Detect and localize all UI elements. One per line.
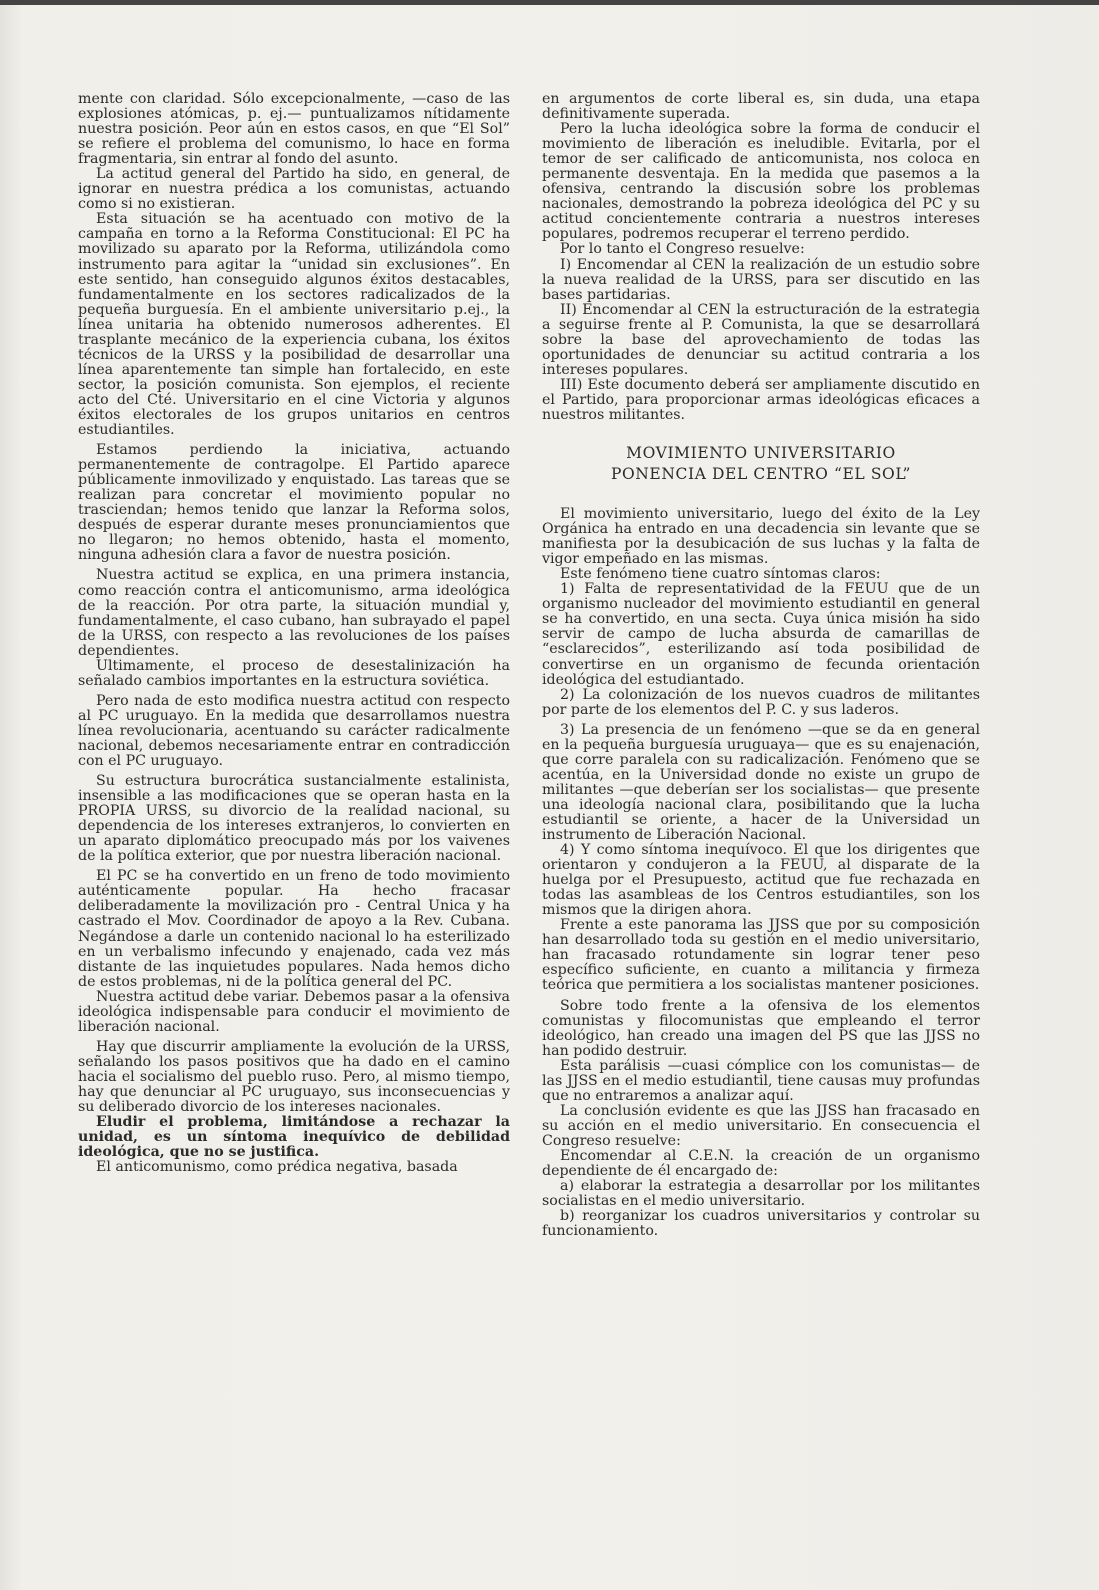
right-column-bottom <box>542 507 980 1239</box>
paragraph: 3) La presencia de un fenómeno —que se da en general en la pequeña burguesía uruguaya— que es su enajenación, que corre paralela con su radicalización. Fenómeno que se acentúa, en la Universidad donde no existe un grupo de militantes —que deberían ser los socialistas— que presente una ideología nacional clara, posibilitando que la lucha estudiantil se oriente, a hacer de la Universidad un instrumento de Liberación Nacional. <box>542 721 980 844</box>
paragraph: Esta parálisis —cuasi cómplice con los comunistas— de las JJSS en el medio estudiantil, tiene causas muy profundas que no entraremos a analizar aquí. <box>542 1057 980 1104</box>
paragraph: Nuestra actitud se explica, en una primera instancia, como reacción contra el anticomunismo, arma ideológica de la reacción. Por otra parte, la situación mundial y, fundamentalmente, el caso cubano, han subrayado el papel de la URSS, con respecto a las revoluciones de los países dependientes. <box>78 567 510 659</box>
paragraph: Pero nada de esto modifica nuestra actitud con respecto al PC uruguayo. En la medida que desarrollamos nuestra línea revolucionaria, acentuando su carácter radicalmente nacional, debemos necesariamente entrar en contradicción con el PC uruguayo. <box>78 692 510 770</box>
paragraph: 4) Y como síntoma inequívoco. El que los dirigentes que orientaron y condujeron a la FEUU, al disparate de la huelga por el Presupuesto, actitud que fue rechazada en todas las asambleas de los Centros estudiantiles, son los mismos que la dirigen ahora. <box>542 842 980 919</box>
paragraph: II) Encomendar al CEN la estructuración de la estrategia a seguirse frente al P. Comunista, la que se desarrollará sobre la base del aprovechamiento de todas las oportunidades de denunciar su actitud contraria a los intereses populares. <box>542 301 980 378</box>
paragraph: Eludir el problema, limitándose a rechazar la unidad, es un síntoma inequívico de debilidad ideológica, que no se justifica. <box>78 1114 510 1161</box>
top-border <box>0 0 1099 5</box>
paragraph: 2) La colonización de los nuevos cuadros de militantes por parte de los elementos del P. C. y sus laderos. <box>542 686 980 718</box>
paragraph: mente con claridad. Sólo excepcionalmente, —caso de las explosiones atómicas, p. ej.— puntualizamos nítidamente nuestra posición. Peor aún en estos casos, en que “El Sol” se refiere el problema del comunismo, lo hace en forma fragmentaria, sin entrar al fondo del asunto. <box>78 91 510 168</box>
paragraph: Estamos perdiendo la iniciativa, actuando permanentemente de contragolpe. El Partido aparece públicamente inmovilizado y enquistado. Las tareas que se realizan para concretar el movimiento popular no trasciendan; hemos tenido que lanzar la Reforma solos, después de esperar durante meses pronunciamientos que no llegaron; no hemos obtenido, hasta el momento, ninguna adhesión clara a favor de nuestra posición. <box>78 442 510 564</box>
paragraph: en argumentos de corte liberal es, sin duda, una etapa definitivamente superada. <box>542 91 980 123</box>
paragraph: Nuestra actitud debe variar. Debemos pasar a la ofensiva ideológica indispensable para conducir el movimiento de liberación nacional. <box>78 988 510 1035</box>
section-heading-line2: PONENCIA DEL CENTRO “EL SOL” <box>610 465 912 484</box>
paragraph: Hay que discurrir ampliamente la evolución de la URSS, señalando los pasos positivos que ha dado en el camino hacia el socialismo del pueblo ruso. Pero, al mismo tiempo, hay que denunciar al PC uruguayo, sus inconsecuencias y su deliberado divorcio de los intereses nacionales. <box>78 1038 510 1116</box>
paragraph: El anticomunismo, como prédica negativa, basada <box>96 1159 458 1176</box>
paragraph: La actitud general del Partido ha sido, en general, de ignorar en nuestra prédica a los comunistas, actuando como si no existieran. <box>78 166 510 213</box>
paragraph: La conclusión evidente es que las JJSS han fracasado en su acción en el medio universitario. En consecuencia el Congreso resuelve: <box>542 1102 980 1149</box>
paragraph: Por lo tanto el Congreso resuelve: <box>560 241 805 258</box>
paragraph: Pero la lucha ideológica sobre la forma de conducir el movimiento de liberación es ineludible. Evitarla, por el temor de ser calificado de anticomunista, nos coloca en permanente desventaja. En la medida que pasemos a la ofensiva, centrando la discusión sobre los problemas nacionales, demostrando la pobreza ideológica del PC y su actitud concientemente contraria a nuestros intereses populares, podremos recuperar el terreno perdido. <box>542 121 980 243</box>
paragraph: 1) Falta de representatividad de la FEUU que de un organismo nucleador del movimiento estudiantil en general se ha convertido, en una secta. Cuya única misión ha sido servir de campo de lucha absurda de camarillas de “esclarecidos”, esterilizando así toda posibilidad de convertirse en un organismo de fecunda orientación ideológica del estudiantado. <box>542 581 980 688</box>
paragraph: III) Este documento deberá ser ampliamente discutido en el Partido, para proporcionar armas ideológicas eficaces a nuestros militantes. <box>542 376 980 423</box>
section-heading-line1: MOVIMIENTO UNIVERSITARIO <box>626 444 896 463</box>
paragraph: El movimiento universitario, luego del éxito de la Ley Orgánica ha entrado en una decadencia sin levante que se manifiesta por la desubicación de sus luchas y la falta de vigor empeñado en las mismas. <box>542 506 980 568</box>
paragraph: I) Encomendar al CEN la realización de un estudio sobre la nueva realidad de la URSS, para ser discutido en las bases partidarias. <box>542 256 980 303</box>
paragraph: Este fenómeno tiene cuatro síntomas claros: <box>560 566 881 583</box>
right-column <box>542 92 980 1239</box>
paragraph: Frente a este panorama las JJSS que por su composición han desarrollado toda su gestión en el medio universitario, han fracasado rotundamente sin lograr tener peso específico suficiente, en cuanto a militancia y firmeza teórica que permitiera a los socialistas mantener posiciones. <box>542 917 980 994</box>
paragraph: Su estructura burocrática sustancialmente estalinista, insensible a las modificaciones que se operan hasta en la PROPIA URSS, su divorcio de la realidad nacional, su dependencia de los intereses extranjeros, lo convierten en un aparato diplomático preocupado más por los vaivenes de la política exterior, que por nuestra liberación nacional. <box>78 773 510 865</box>
paragraph: b) reorganizar los cuadros universitarios y controlar su funcionamiento. <box>542 1208 980 1240</box>
right-column-top <box>542 92 980 423</box>
paragraph: El PC se ha convertido en un freno de todo movimiento auténticamente popular. Ha hecho fracasar deliberadamente la movilización pro - Central Unica y ha castrado el Mov. Coordinador de apoyo a la Rev. Cubana. Negándose a darle un contenido nacional lo ha esterilizado en un verbalismo infecundo y enajenado, cada vez más distante de las inquietudes populares. Nada hemos dicho de estos problemas, ni de la política general del PC. <box>78 868 510 990</box>
section-heading <box>542 443 980 485</box>
paragraph: Sobre todo frente a la ofensiva de los elementos comunistas y filocomunistas que empleando el terror ideológico, han creado una imagen del PS que las JJSS no han podido destruir. <box>542 997 980 1059</box>
left-column <box>78 92 510 1175</box>
paragraph: a) elaborar la estrategia a desarrollar por los militantes socialistas en el medio universitario. <box>542 1178 980 1210</box>
paragraph: Ultimamente, el proceso de desestalinización ha señalado cambios importantes en la estructura soviética. <box>78 657 510 689</box>
paragraph: Encomendar al C.E.N. la creación de un organismo dependiente de él encargado de: <box>542 1148 980 1180</box>
paragraph: Esta situación se ha acentuado con motivo de la campaña en torno a la Reforma Constitucional: El PC ha movilizado su aparato por la Reforma, utilizándola como instrumento para agitar la “unidad sin exclusiones”. En este sentido, han conseguido algunos éxitos destacables, fundamentalmente en los sectores radicalizados de la pequeña burguesía. En el ambiente universitario p.ej., la línea unitaria ha obtenido numerosos adherentes. El trasplante mecánico de la experiencia cubana, los éxitos técnicos de la URSS y la posibilidad de desarrollar una línea aparentemente tan simple han fortalecido, en este sector, la posición comunista. Son ejemplos, el reciente acto del Cté. Universitario en el cine Victoria y algunos éxitos electorales de los grupos unitarios en centros estudiantiles. <box>78 211 510 439</box>
